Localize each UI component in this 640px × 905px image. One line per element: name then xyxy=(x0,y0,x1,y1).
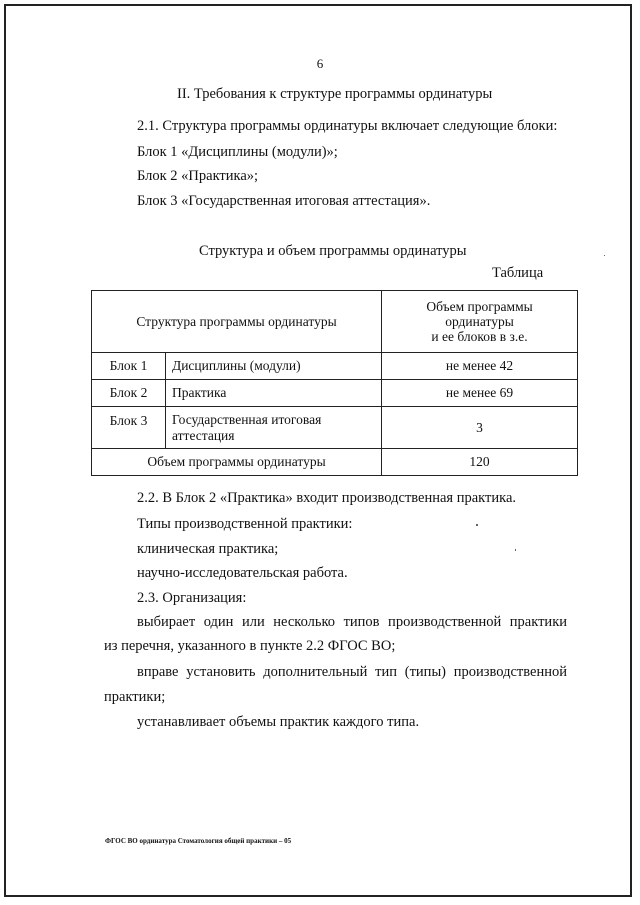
header-volume xyxy=(382,291,578,353)
scan-speck xyxy=(476,524,478,526)
total-label: Объем программы ординатуры xyxy=(92,449,382,476)
block-2-item: Блок 2 «Практика»; xyxy=(137,168,259,184)
total-value: 120 xyxy=(382,449,578,476)
row-name: Дисциплины (модули) xyxy=(166,353,382,380)
structure-table xyxy=(91,290,578,476)
item-1-line-1: выбирает один или несколько типов производственной практики xyxy=(137,614,567,630)
footer-text: ФГОС ВО ординатура Стоматология общей практики – 05 xyxy=(105,837,292,845)
item-2-line-1: вправе установить дополнительный тип (типы) производственной xyxy=(137,664,567,680)
intro-paragraph: 2.1. Структура программы ординатуры включает следующие блоки: xyxy=(137,118,558,134)
header-structure xyxy=(92,291,382,353)
block-1-item: Блок 1 «Дисциплины (модули)»; xyxy=(137,144,338,160)
row-volume: 3 xyxy=(382,407,578,449)
row-block: Блок 2 xyxy=(92,380,166,407)
table-row xyxy=(92,380,578,407)
header-volume-line-3: и ее блоков в з.е. xyxy=(431,329,528,344)
row-block: Блок 1 xyxy=(92,353,166,380)
item-3: устанавливает объемы практик каждого типа. xyxy=(137,714,420,730)
row-name xyxy=(166,407,382,449)
paragraph-2-3: 2.3. Организация: xyxy=(137,590,247,606)
row-volume: не менее 42 xyxy=(382,353,578,380)
table-title: Структура и объем программы ординатуры xyxy=(199,243,467,259)
row-name-line-1: Государственная итоговая xyxy=(172,411,322,427)
header-volume-line-2: ординатуры xyxy=(445,314,514,329)
practice-types-heading: Типы производственной практики: xyxy=(137,516,353,532)
paragraph-2-2: 2.2. В Блок 2 «Практика» входит производственная практика. xyxy=(137,490,517,506)
block-3-item: Блок 3 «Государственная итоговая аттестация». xyxy=(137,193,431,209)
row-name-line-2: аттестация xyxy=(172,427,235,443)
table-row xyxy=(92,353,578,380)
row-block: Блок 3 xyxy=(92,407,166,449)
item-1-line-2: из перечня, указанного в пункте 2.2 ФГОС ВО; xyxy=(104,638,396,654)
row-name: Практика xyxy=(166,380,382,407)
section-heading: II. Требования к структуре программы ординатуры xyxy=(177,86,493,102)
header-volume-line-1: Объем программы xyxy=(426,299,533,314)
table-row xyxy=(92,407,578,449)
table-header-row xyxy=(92,291,578,353)
item-2-line-2: практики; xyxy=(104,689,166,705)
practice-type-1: клиническая практика; xyxy=(137,541,279,557)
header-structure-text: Структура программы ординатуры xyxy=(136,313,337,329)
table-label: Таблица xyxy=(492,265,544,281)
table-total-row xyxy=(92,449,578,476)
scan-speck xyxy=(604,255,605,256)
scan-speck xyxy=(515,549,516,551)
row-volume: не менее 69 xyxy=(382,380,578,407)
practice-type-2: научно-исследовательская работа. xyxy=(137,565,348,581)
page-number: 6 xyxy=(316,56,324,71)
